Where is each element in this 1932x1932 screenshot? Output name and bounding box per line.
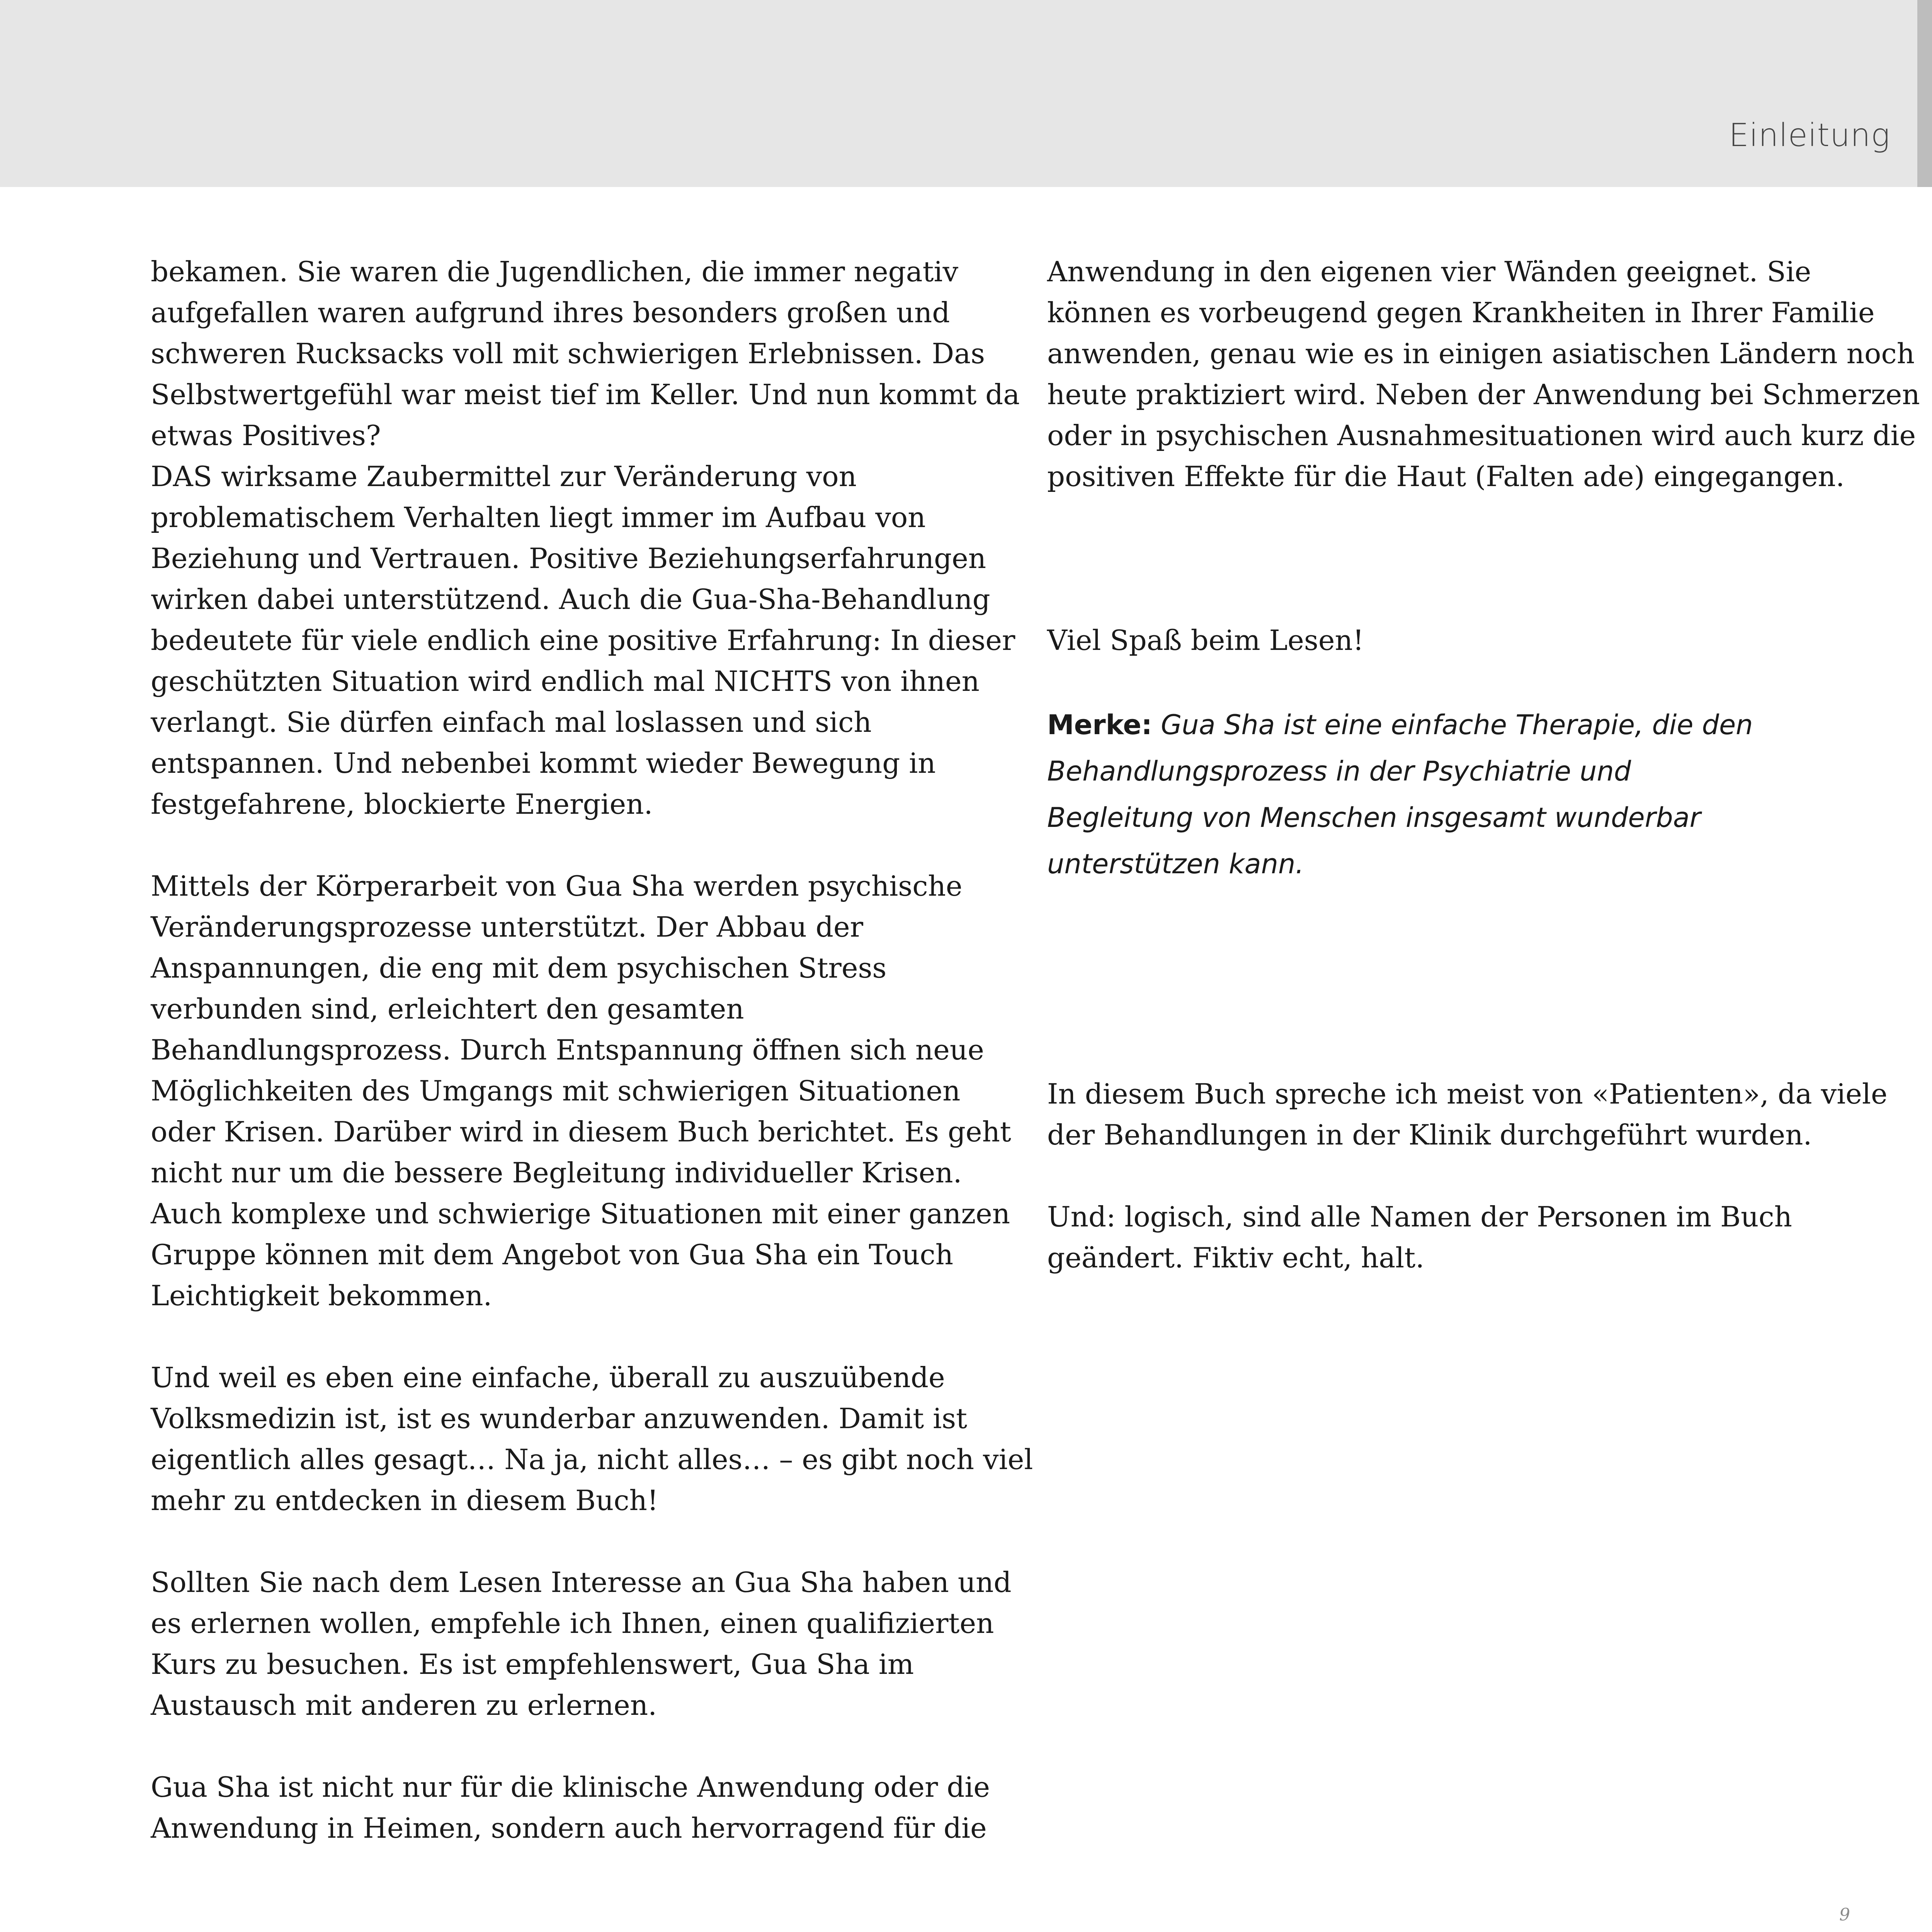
text-line: Und: logisch, sind alle Namen der Personen im Buch xyxy=(1047,1201,1793,1233)
text-line: der Behandlungen in der Klinik durchgeführt wurden. xyxy=(1047,1119,1812,1151)
closing-line xyxy=(1047,620,1878,661)
left-paragraph-3 xyxy=(151,1357,1033,1521)
text-line: In diesem Buch spreche ich meist von «Patienten», da viele xyxy=(1047,1078,1888,1110)
text-line: schweren Rucksacks voll mit schwierigen Erlebnissen. Das xyxy=(151,337,985,370)
text-line: Gua Sha ist nicht nur für die klinische Anwendung oder die xyxy=(151,1771,990,1803)
note-text: Gua Sha ist eine einfache Therapie, die den xyxy=(1161,709,1753,741)
page-number: 9 xyxy=(1839,1905,1850,1925)
text-line: Anspannungen, die eng mit dem psychischen Stress xyxy=(151,952,887,984)
left-paragraph-4 xyxy=(151,1562,1012,1726)
text-line: wirken dabei unterstützend. Auch die Gua-Sha-Behandlung xyxy=(151,583,990,616)
text-line: oder in psychischen Ausnahmesituationen wird auch kurz die xyxy=(1047,419,1916,452)
text-line: geändert. Fiktiv echt, halt. xyxy=(1047,1242,1425,1274)
text-line: verlangt. Sie dürfen einfach mal loslassen und sich xyxy=(151,706,872,738)
merke-note xyxy=(1047,702,1878,887)
text-line: Beziehung und Vertrauen. Positive Beziehungserfahrungen xyxy=(151,542,986,575)
text-line: Volksmedizin ist, ist es wunderbar anzuwenden. Damit ist xyxy=(151,1402,968,1435)
text-line: Leichtigkeit bekommen. xyxy=(151,1279,492,1312)
text-line: mehr zu entdecken in diesem Buch! xyxy=(151,1484,658,1517)
header-band xyxy=(0,0,1917,187)
text-line: es erlernen wollen, empfehle ich Ihnen, einen qualifizierten xyxy=(151,1607,994,1639)
left-column xyxy=(151,251,1033,1849)
text-line: Anwendung in den eigenen vier Wänden geeignet. Sie xyxy=(1047,255,1811,288)
header-tab-marker xyxy=(1917,0,1932,187)
text-line: aufgefallen waren aufgrund ihres besonders großen und xyxy=(151,296,950,329)
section-title: Einleitung xyxy=(1729,117,1890,154)
text-line: können es vorbeugend gegen Krankheiten in Ihrer Familie xyxy=(1047,296,1875,329)
text-line: Austausch mit anderen zu erlernen. xyxy=(151,1689,657,1721)
text-line: heute praktiziert wird. Neben der Anwendung bei Schmerzen xyxy=(1047,378,1920,411)
text-line: nicht nur um die bessere Begleitung individueller Krisen. xyxy=(151,1156,962,1189)
text-line: bekamen. Sie waren die Jugendlichen, die immer negativ xyxy=(151,255,959,288)
note-text: Behandlungsprozess in der Psychiatrie und xyxy=(1047,755,1631,787)
left-paragraph-2 xyxy=(151,866,1011,1316)
text-line: Veränderungsprozesse unterstützt. Der Abbau der xyxy=(151,911,864,943)
text-line: Anwendung in Heimen, sondern auch hervorragend für die xyxy=(151,1812,987,1844)
text-line: DAS wirksame Zaubermittel zur Veränderung von xyxy=(151,460,857,493)
text-line: Selbstwertgefühl war meist tief im Keller. Und nun kommt da xyxy=(151,378,1020,411)
text-line: festgefahrene, blockierte Energien. xyxy=(151,788,653,820)
text-line: Mittels der Körperarbeit von Gua Sha werden psychische xyxy=(151,870,963,902)
note-text: Begleitung von Menschen insgesamt wunderbar xyxy=(1047,802,1701,833)
text-line: problematischem Verhalten liegt immer im Aufbau von xyxy=(151,501,926,534)
text-line: Gruppe können mit dem Angebot von Gua Sha ein Touch xyxy=(151,1238,954,1271)
text-line: eigentlich alles gesagt… Na ja, nicht alles… – es gibt noch viel xyxy=(151,1443,1033,1476)
text-line: anwenden, genau wie es in einigen asiatischen Ländern noch xyxy=(1047,337,1915,370)
right-paragraph-3 xyxy=(1047,1196,1878,1278)
note-text: unterstützen kann. xyxy=(1047,848,1304,880)
text-line: entspannen. Und nebenbei kommt wieder Bewegung in xyxy=(151,747,936,779)
right-paragraph-1 xyxy=(1047,251,1920,497)
text-line: Viel Spaß beim Lesen! xyxy=(1047,624,1364,656)
left-paragraph-5 xyxy=(151,1767,990,1849)
text-line: Behandlungsprozess. Durch Entspannung öffnen sich neue xyxy=(151,1034,984,1066)
text-line: verbunden sind, erleichtert den gesamten xyxy=(151,993,744,1025)
text-line: bedeutete für viele endlich eine positive Erfahrung: In dieser xyxy=(151,624,1015,656)
text-line: Sollten Sie nach dem Lesen Interesse an Gua Sha haben und xyxy=(151,1566,1012,1599)
left-paragraph-1 xyxy=(151,251,1020,825)
text-line: Kurs zu besuchen. Es ist empfehlenswert, Gua Sha im xyxy=(151,1648,914,1680)
right-column xyxy=(1047,251,1920,1278)
text-line: Auch komplexe und schwierige Situationen mit einer ganzen xyxy=(151,1197,1010,1230)
text-line: etwas Positives? xyxy=(151,419,381,452)
text-line: oder Krisen. Darüber wird in diesem Buch berichtet. Es geht xyxy=(151,1116,1011,1148)
text-line: Möglichkeiten des Umgangs mit schwierigen Situationen xyxy=(151,1075,961,1107)
right-paragraph-2 xyxy=(1047,1073,1888,1155)
text-line: geschützten Situation wird endlich mal NICHTS von ihnen xyxy=(151,665,980,697)
text-line: positiven Effekte für die Haut (Falten ade) eingegangen. xyxy=(1047,460,1845,493)
note-label: Merke: xyxy=(1047,709,1152,741)
text-line: Und weil es eben eine einfache, überall zu auszuübende xyxy=(151,1361,945,1394)
